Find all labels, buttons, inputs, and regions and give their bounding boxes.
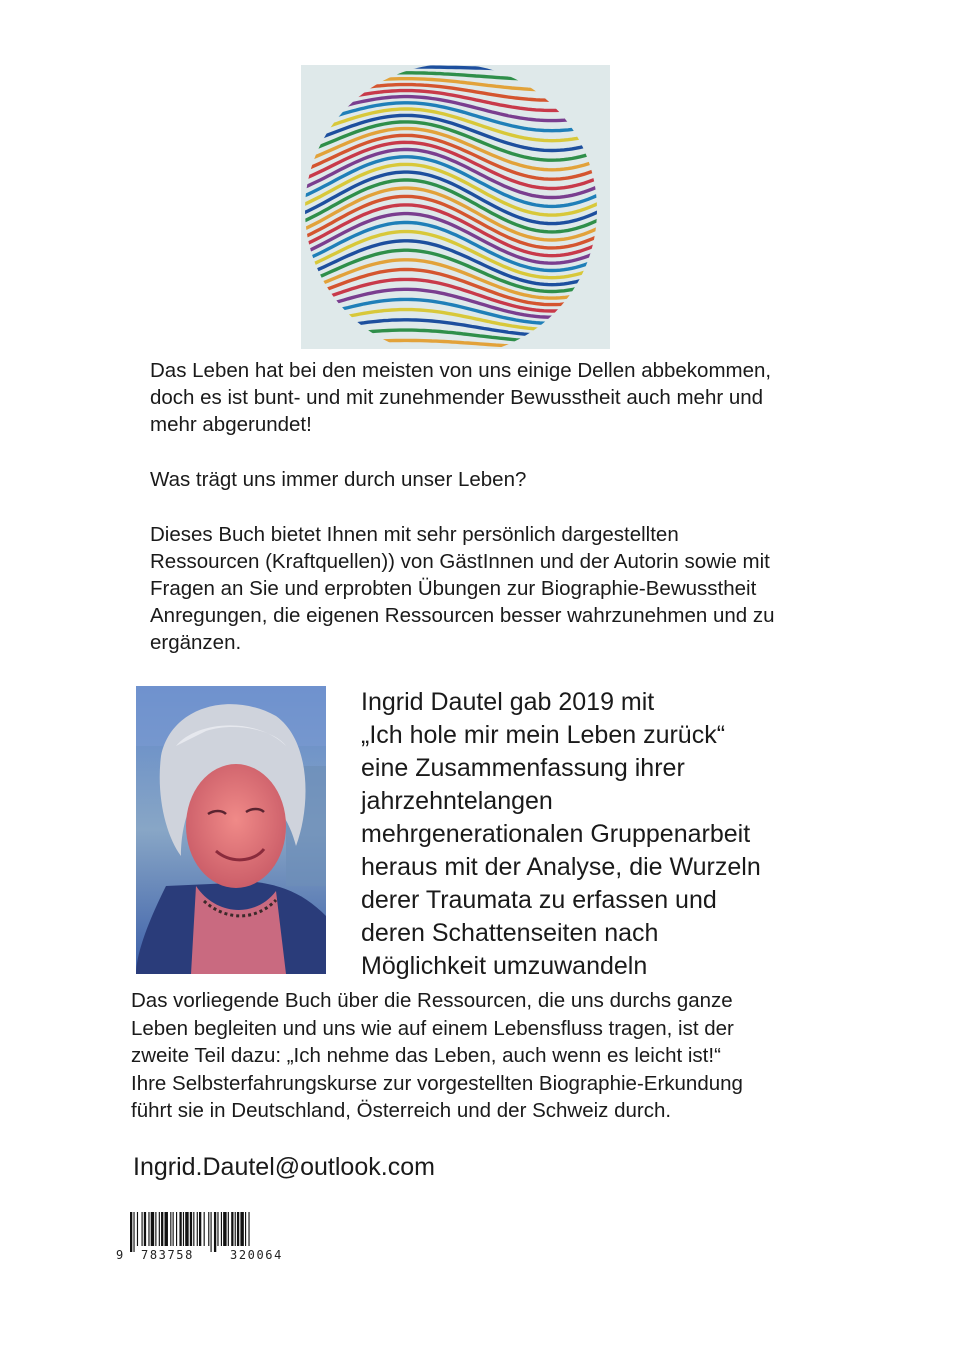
intro-question-text: Was trägt uns immer durch unser Leben? bbox=[150, 468, 527, 491]
barcode-bar bbox=[151, 1212, 154, 1246]
barcode-bar bbox=[170, 1212, 171, 1246]
intro-line: Fragen an Sie und erprobten Übungen zur Biographie-Bewusstheit bbox=[150, 577, 757, 600]
description-line: Ihre Selbsterfahrungskurse zur vorgestellten Biographie-Erkundung bbox=[131, 1071, 743, 1095]
bio-line: Möglichkeit umzuwandeln bbox=[361, 952, 648, 980]
intro-line: doch es ist bunt- und mit zunehmender Bewusstheit auch mehr und bbox=[150, 386, 764, 409]
barcode-bar bbox=[228, 1212, 229, 1246]
author-bio bbox=[361, 686, 941, 983]
barcode-bar bbox=[179, 1212, 181, 1246]
cover-art-image bbox=[301, 65, 610, 349]
barcode-bar bbox=[199, 1212, 201, 1246]
barcode-icon bbox=[130, 1212, 315, 1252]
intro-line: Das Leben hat bei den meisten von uns einige Dellen abbekommen, bbox=[150, 359, 772, 382]
bio-line: mehrgenerationalen Gruppenarbeit bbox=[361, 820, 751, 848]
barcode-bar bbox=[217, 1212, 218, 1246]
barcode-bar bbox=[240, 1212, 243, 1246]
barcode-bar bbox=[165, 1212, 168, 1246]
barcode-digits-right: 320064 bbox=[230, 1248, 283, 1262]
barcode-bar bbox=[208, 1212, 209, 1246]
barcode-digit-first: 9 bbox=[116, 1248, 125, 1262]
bio-line: derer Traumata zu erfassen und bbox=[361, 886, 717, 914]
barcode-bar bbox=[185, 1212, 188, 1246]
description-line: zweite Teil dazu: „Ich nehme das Leben, auch wenn es leicht ist!“ bbox=[131, 1044, 721, 1067]
bio-line: deren Schattenseiten nach bbox=[361, 919, 659, 947]
isbn-barcode bbox=[116, 1212, 316, 1264]
barcode-bar bbox=[245, 1212, 246, 1246]
description-line: Leben begleiten und uns wie auf einem Lebensfluss tragen, ist der bbox=[131, 1016, 734, 1040]
intro-line: Ressourcen (Kraftquellen)) von GästInnen und der Autorin sowie mit bbox=[150, 550, 770, 573]
barcode-bar bbox=[142, 1212, 143, 1246]
barcode-bar bbox=[248, 1212, 249, 1246]
barcode-bar bbox=[183, 1212, 184, 1246]
barcode-bar bbox=[231, 1212, 233, 1246]
description-line: Das vorliegende Buch über die Ressourcen, die uns durchs ganze bbox=[131, 989, 733, 1012]
barcode-bar bbox=[148, 1212, 149, 1246]
barcode-bar bbox=[237, 1212, 239, 1246]
intro-line: Anregungen, die eigenen Ressourcen besser wahrzunehmen und zu bbox=[150, 604, 775, 627]
barcode-bar bbox=[221, 1212, 222, 1246]
barcode-bar bbox=[190, 1212, 192, 1246]
barcode-bar bbox=[176, 1212, 177, 1246]
bio-line: jahrzehntelangen bbox=[361, 787, 553, 815]
bio-line: eine Zusammenfassung ihrer bbox=[361, 754, 685, 782]
barcode-bar bbox=[155, 1212, 156, 1246]
intro-line: ergänzen. bbox=[150, 631, 242, 654]
barcode-bar bbox=[214, 1212, 216, 1252]
barcode-bar bbox=[193, 1212, 194, 1246]
wavy-circle-art-icon bbox=[301, 65, 610, 349]
barcode-bar bbox=[130, 1212, 132, 1252]
intro-question bbox=[150, 466, 850, 493]
book-description bbox=[131, 987, 851, 1125]
author-photo bbox=[136, 686, 326, 974]
bio-line: Ingrid Dautel gab 2019 mit bbox=[361, 688, 655, 716]
barcode-bar bbox=[223, 1212, 226, 1246]
intro-paragraph-3 bbox=[150, 521, 850, 656]
barcode-bar bbox=[144, 1212, 146, 1246]
barcode-bar bbox=[173, 1212, 174, 1246]
intro-line: Dieses Buch bietet Ihnen mit sehr persönlich dargestellten bbox=[150, 523, 679, 546]
author-email[interactable]: Ingrid.Dautel@outlook.com bbox=[133, 1153, 435, 1181]
description-line: führt sie in Deutschland, Österreich und der Schweiz durch. bbox=[131, 1099, 672, 1122]
intro-line: mehr abgerundet! bbox=[150, 413, 312, 436]
barcode-bar bbox=[137, 1212, 138, 1246]
barcode-bar bbox=[161, 1212, 163, 1246]
barcode-bar bbox=[204, 1212, 205, 1246]
barcode-bar bbox=[133, 1212, 134, 1252]
intro-paragraph-1 bbox=[150, 357, 850, 438]
bio-line: „Ich hole mir mein Leben zurück“ bbox=[361, 721, 726, 749]
bio-line: heraus mit der Analyse, die Wurzeln bbox=[361, 853, 761, 881]
barcode-bar bbox=[159, 1212, 160, 1246]
barcode-bar bbox=[211, 1212, 212, 1252]
barcode-bar bbox=[197, 1212, 198, 1246]
barcode-digits-left: 783758 bbox=[141, 1248, 194, 1262]
barcode-bar bbox=[235, 1212, 236, 1246]
author-portrait-icon bbox=[136, 686, 326, 974]
